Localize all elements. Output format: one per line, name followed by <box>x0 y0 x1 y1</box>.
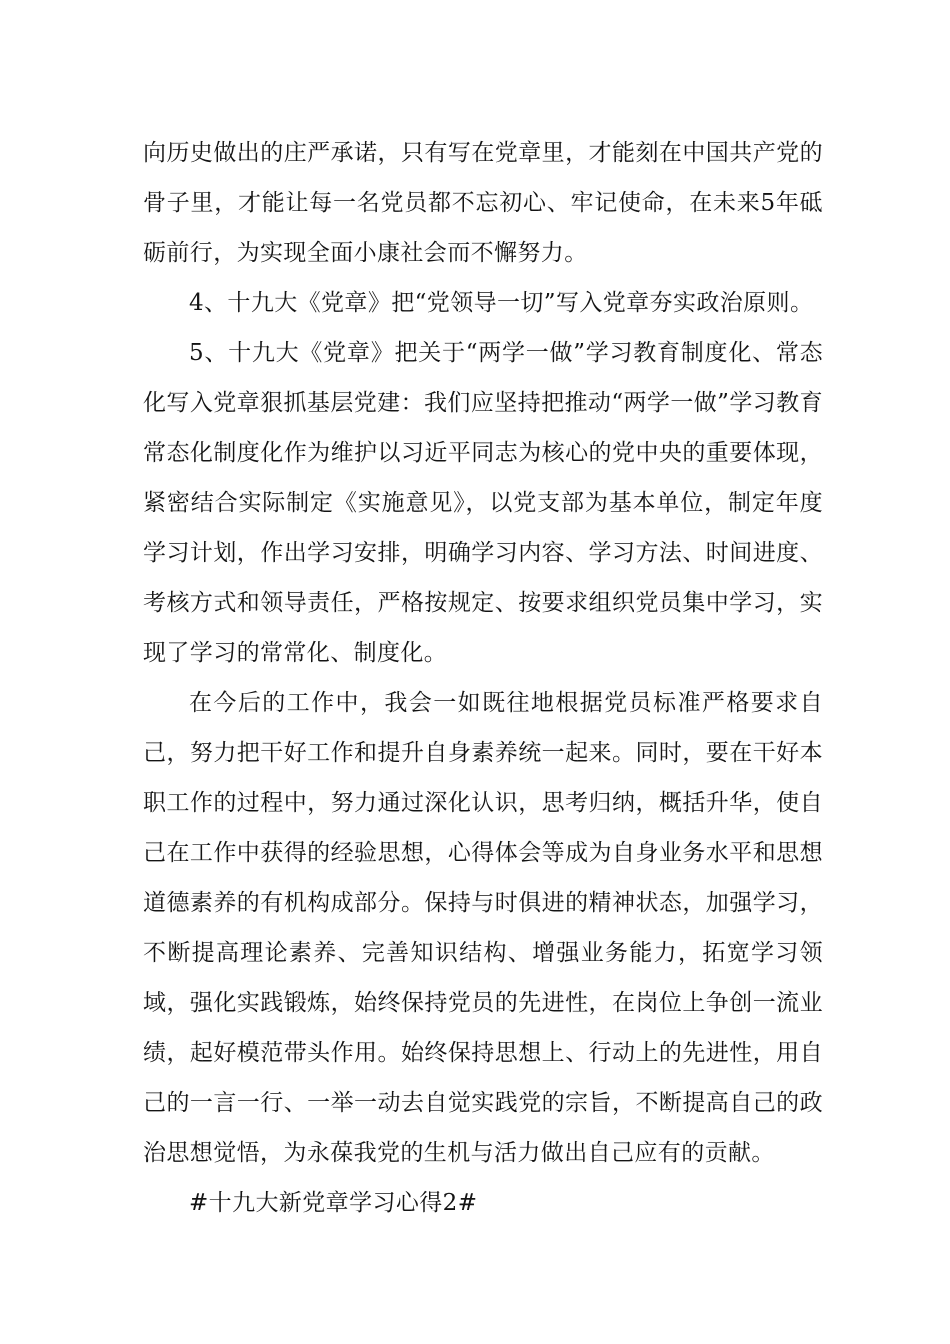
paragraph-item-4: 4、十九大《党章》把“党领导一切”写入党章夯实政治原则。 <box>189 290 814 316</box>
document-body <box>143 128 823 1228</box>
paragraph-continuation: 向历史做出的庄严承诺，只有写在党章里，才能刻在中国共产党的骨子里，才能让每一名党员都不忘初心、牢记使命，在未来5年砥砺前行，为实现全面小康社会而不懈努力。 <box>143 140 823 266</box>
paragraph-item-5: 5、十九大《党章》把关于“两学一做”学习教育制度化、常态化写入党章狠抓基层党建：我们应坚持把推动“两学一做”学习教育常态化制度化作为维护以习近平同志为核心的党中央的重要体现，紧密结合实际制定《实施意见》，以党支部为基本单位，制定年度学习计划，作出学习安排，明确学习内容、学习方法、时间进度、考核方式和领导责任，严格按规定、按要求组织党员集中学习，实现了学习的常常化、制度化。 <box>143 340 823 666</box>
section-heading: #十九大新党章学习心得2# <box>189 1190 478 1216</box>
paragraph-conclusion: 在今后的工作中，我会一如既往地根据党员标准严格要求自己，努力把干好工作和提升自身素养统一起来。同时，要在干好本职工作的过程中，努力通过深化认识，思考归纳，概括升华，使自己在工作中获得的经验思想，心得体会等成为自身业务水平和思想道德素养的有机构成部分。保持与时俱进的精神状态，加强学习，不断提高理论素养、完善知识结构、增强业务能力，拓宽学习领域，强化实践锻炼，始终保持党员的先进性，在岗位上争创一流业绩，起好模范带头作用。始终保持思想上、行动上的先进性，用自己的一言一行、一举一动去自觉实践党的宗旨，不断提高自己的政治思想觉悟，为永葆我党的生机与活力做出自己应有的贡献。 <box>143 690 823 1166</box>
